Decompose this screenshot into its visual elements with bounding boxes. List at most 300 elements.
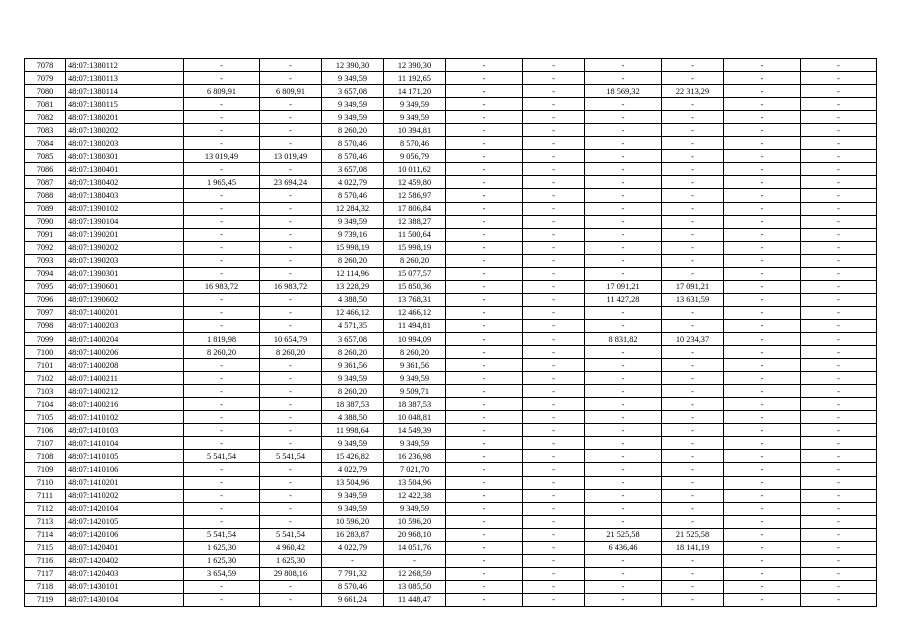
cell-col-9-value: - — [585, 437, 662, 450]
cell-col-12-value: - — [801, 163, 877, 176]
cell-col-5-value: 4 022,79 — [322, 176, 384, 189]
cell-col-11-value: - — [724, 163, 801, 176]
cell-col-10-value: - — [662, 580, 724, 593]
cell-col-5-value: 3 657,08 — [322, 332, 384, 345]
cell-col-10-value: 18 141,19 — [662, 541, 724, 554]
cell-col-3-value: - — [184, 476, 260, 489]
cell-row-number: 7115 — [25, 541, 66, 554]
cell-col-12-value: - — [801, 372, 877, 385]
cell-col-6-value: 11 192,65 — [384, 72, 446, 85]
cell-col-11-value: - — [724, 437, 801, 450]
cell-col-10-value: 10 234,37 — [662, 332, 724, 345]
cell-col-10-value: - — [662, 554, 724, 567]
cell-col-9-value: - — [585, 137, 662, 150]
cell-col-9-value: - — [585, 567, 662, 580]
cell-row-number: 7089 — [25, 202, 66, 215]
cell-col-12-value: - — [801, 241, 877, 254]
cell-col-4-value: 5 541,54 — [260, 528, 322, 541]
table-row — [25, 267, 877, 280]
cell-col-8-value: - — [523, 346, 585, 359]
cell-col-12-value: - — [801, 580, 877, 593]
cell-col-3-value: - — [184, 489, 260, 502]
cell-col-12-value: - — [801, 111, 877, 124]
cell-cadastral-code: 48:07:1420105 — [66, 515, 184, 528]
cell-col-11-value: - — [724, 137, 801, 150]
cell-col-7-value: - — [446, 437, 523, 450]
cell-col-9-value: - — [585, 319, 662, 332]
cell-col-12-value: - — [801, 411, 877, 424]
table-row — [25, 215, 877, 228]
cell-cadastral-code: 48:07:1410104 — [66, 437, 184, 450]
cell-row-number: 7100 — [25, 346, 66, 359]
cell-col-6-value: 9 349,59 — [384, 111, 446, 124]
cell-col-10-value: - — [662, 385, 724, 398]
cell-cadastral-code: 48:07:1430104 — [66, 593, 184, 606]
cell-col-8-value: - — [523, 85, 585, 98]
cell-col-6-value: 13 085,50 — [384, 580, 446, 593]
cell-cadastral-code: 48:07:1390301 — [66, 267, 184, 280]
cell-col-9-value: - — [585, 476, 662, 489]
cell-col-10-value: - — [662, 98, 724, 111]
cell-col-10-value: - — [662, 515, 724, 528]
table-row — [25, 372, 877, 385]
cell-col-6-value: 12 459,80 — [384, 176, 446, 189]
cell-col-3-value: - — [184, 319, 260, 332]
cell-row-number: 7096 — [25, 293, 66, 306]
cell-col-11-value: - — [724, 411, 801, 424]
cell-col-7-value: - — [446, 541, 523, 554]
cell-row-number: 7105 — [25, 411, 66, 424]
cell-col-5-value: 9 349,59 — [322, 437, 384, 450]
cell-col-8-value: - — [523, 280, 585, 293]
cell-col-5-value: 13 504,96 — [322, 476, 384, 489]
cell-col-3-value: - — [184, 228, 260, 241]
cell-row-number: 7101 — [25, 359, 66, 372]
cell-col-4-value: - — [260, 215, 322, 228]
cell-col-6-value: 14 051,76 — [384, 541, 446, 554]
cell-col-5-value: 9 349,59 — [322, 489, 384, 502]
cell-row-number: 7087 — [25, 176, 66, 189]
cell-row-number: 7106 — [25, 424, 66, 437]
cell-col-7-value: - — [446, 450, 523, 463]
cell-col-5-value: 11 998,64 — [322, 424, 384, 437]
cell-col-4-value: 6 809,91 — [260, 85, 322, 98]
cell-row-number: 7109 — [25, 463, 66, 476]
table-row — [25, 463, 877, 476]
cell-col-11-value: - — [724, 72, 801, 85]
cell-col-9-value: - — [585, 515, 662, 528]
cell-col-7-value: - — [446, 515, 523, 528]
cell-col-9-value: - — [585, 593, 662, 606]
cell-cadastral-code: 48:07:1380403 — [66, 189, 184, 202]
cell-col-7-value: - — [446, 137, 523, 150]
cell-col-5-value: 3 657,08 — [322, 163, 384, 176]
table-row — [25, 293, 877, 306]
cell-col-4-value: - — [260, 489, 322, 502]
cell-col-8-value: - — [523, 541, 585, 554]
cell-col-6-value: 9 349,59 — [384, 502, 446, 515]
cell-col-7-value: - — [446, 319, 523, 332]
cell-col-4-value: - — [260, 306, 322, 319]
cell-col-6-value: 13 504,96 — [384, 476, 446, 489]
cell-col-9-value: - — [585, 554, 662, 567]
cell-cadastral-code: 48:07:1390201 — [66, 228, 184, 241]
cell-row-number: 7111 — [25, 489, 66, 502]
cell-col-5-value: 12 390,30 — [322, 59, 384, 72]
cell-col-9-value: - — [585, 98, 662, 111]
cell-col-12-value: - — [801, 385, 877, 398]
cell-col-9-value: - — [585, 163, 662, 176]
cell-col-4-value: - — [260, 241, 322, 254]
cell-col-10-value: - — [662, 241, 724, 254]
cell-col-8-value: - — [523, 241, 585, 254]
table-row — [25, 85, 877, 98]
cell-col-3-value: - — [184, 163, 260, 176]
cell-col-6-value: 12 268,59 — [384, 567, 446, 580]
cell-col-11-value: - — [724, 515, 801, 528]
cell-col-12-value: - — [801, 293, 877, 306]
cell-col-12-value: - — [801, 59, 877, 72]
cell-col-6-value: 9 361,56 — [384, 359, 446, 372]
cell-cadastral-code: 48:07:1400212 — [66, 385, 184, 398]
cell-col-4-value: - — [260, 593, 322, 606]
cell-row-number: 7090 — [25, 215, 66, 228]
cell-col-11-value: - — [724, 476, 801, 489]
cell-col-9-value: - — [585, 463, 662, 476]
cell-col-12-value: - — [801, 398, 877, 411]
cell-col-8-value: - — [523, 567, 585, 580]
table-row — [25, 346, 877, 359]
cell-col-6-value: 11 500,64 — [384, 228, 446, 241]
table-row — [25, 424, 877, 437]
cell-row-number: 7110 — [25, 476, 66, 489]
table-row — [25, 176, 877, 189]
cell-col-5-value: 4 388,50 — [322, 411, 384, 424]
cell-row-number: 7084 — [25, 137, 66, 150]
cell-col-4-value: - — [260, 202, 322, 215]
cell-col-7-value: - — [446, 111, 523, 124]
cell-col-9-value: - — [585, 580, 662, 593]
cell-col-3-value: - — [184, 385, 260, 398]
cell-col-5-value: 8 260,20 — [322, 385, 384, 398]
cell-col-6-value: 18 387,53 — [384, 398, 446, 411]
cell-cadastral-code: 48:07:1390202 — [66, 241, 184, 254]
cell-col-11-value: - — [724, 176, 801, 189]
cell-col-7-value: - — [446, 502, 523, 515]
cell-col-11-value: - — [724, 254, 801, 267]
cell-col-4-value: - — [260, 189, 322, 202]
cell-col-9-value: 17 091,21 — [585, 280, 662, 293]
cell-col-8-value: - — [523, 528, 585, 541]
cell-col-12-value: - — [801, 450, 877, 463]
cell-col-3-value: - — [184, 293, 260, 306]
cell-col-12-value: - — [801, 176, 877, 189]
cell-col-6-value: 15 850,36 — [384, 280, 446, 293]
cell-col-12-value: - — [801, 502, 877, 515]
cell-col-3-value: - — [184, 502, 260, 515]
cell-col-5-value: 9 349,59 — [322, 502, 384, 515]
cell-cadastral-code: 48:07:1380201 — [66, 111, 184, 124]
cell-col-9-value: - — [585, 202, 662, 215]
cell-col-9-value: - — [585, 241, 662, 254]
cell-col-4-value: - — [260, 124, 322, 137]
cell-col-10-value: - — [662, 72, 724, 85]
table-row — [25, 254, 877, 267]
cell-col-8-value: - — [523, 189, 585, 202]
cell-row-number: 7088 — [25, 189, 66, 202]
cell-col-12-value: - — [801, 280, 877, 293]
cell-col-4-value: 29 808,16 — [260, 567, 322, 580]
cell-col-12-value: - — [801, 437, 877, 450]
cell-col-4-value: - — [260, 293, 322, 306]
cell-row-number: 7116 — [25, 554, 66, 567]
table-row — [25, 72, 877, 85]
cell-col-3-value: - — [184, 215, 260, 228]
cell-col-7-value: - — [446, 385, 523, 398]
cell-col-8-value: - — [523, 398, 585, 411]
cell-col-6-value: 8 260,20 — [384, 254, 446, 267]
cell-col-10-value: - — [662, 359, 724, 372]
cell-col-10-value: - — [662, 319, 724, 332]
cell-col-4-value: - — [260, 111, 322, 124]
cell-col-10-value: - — [662, 489, 724, 502]
cell-col-11-value: - — [724, 215, 801, 228]
cell-col-10-value: - — [662, 476, 724, 489]
cell-row-number: 7107 — [25, 437, 66, 450]
cell-col-6-value: 12 422,38 — [384, 489, 446, 502]
cell-cadastral-code: 48:07:1420401 — [66, 541, 184, 554]
cell-col-12-value: - — [801, 85, 877, 98]
cell-col-7-value: - — [446, 398, 523, 411]
table-row — [25, 411, 877, 424]
cell-col-4-value: 13 019,49 — [260, 150, 322, 163]
cell-cadastral-code: 48:07:1400203 — [66, 319, 184, 332]
table-row — [25, 202, 877, 215]
cell-col-12-value: - — [801, 137, 877, 150]
cell-col-5-value: 9 661,24 — [322, 593, 384, 606]
cell-col-5-value: 4 388,50 — [322, 293, 384, 306]
table-row — [25, 59, 877, 72]
cell-col-10-value: - — [662, 346, 724, 359]
cell-col-9-value: - — [585, 411, 662, 424]
cell-col-8-value: - — [523, 124, 585, 137]
cell-row-number: 7099 — [25, 332, 66, 345]
cell-col-10-value: - — [662, 463, 724, 476]
cell-col-3-value: - — [184, 359, 260, 372]
cell-col-12-value: - — [801, 489, 877, 502]
cell-row-number: 7080 — [25, 85, 66, 98]
cell-col-5-value: 18 387,53 — [322, 398, 384, 411]
cell-col-11-value: - — [724, 150, 801, 163]
table-row — [25, 593, 877, 606]
cell-col-5-value: 15 998,19 — [322, 241, 384, 254]
cell-col-7-value: - — [446, 293, 523, 306]
cell-col-7-value: - — [446, 411, 523, 424]
table-row — [25, 306, 877, 319]
cell-col-11-value: - — [724, 489, 801, 502]
cell-col-3-value: - — [184, 124, 260, 137]
cell-col-10-value: 17 091,21 — [662, 280, 724, 293]
cell-col-9-value: - — [585, 489, 662, 502]
cell-col-11-value: - — [724, 228, 801, 241]
cell-cadastral-code: 48:07:1410103 — [66, 424, 184, 437]
cell-col-6-value: 15 998,19 — [384, 241, 446, 254]
cell-col-11-value: - — [724, 319, 801, 332]
cell-col-4-value: - — [260, 515, 322, 528]
cell-row-number: 7081 — [25, 98, 66, 111]
cell-col-10-value: - — [662, 593, 724, 606]
cell-col-10-value: - — [662, 137, 724, 150]
cell-col-5-value: 12 284,32 — [322, 202, 384, 215]
cell-col-9-value: - — [585, 424, 662, 437]
cell-col-3-value: 1 625,30 — [184, 554, 260, 567]
cell-cadastral-code: 48:07:1380112 — [66, 59, 184, 72]
cell-col-7-value: - — [446, 554, 523, 567]
cell-col-6-value: 10 011,62 — [384, 163, 446, 176]
cell-col-12-value: - — [801, 359, 877, 372]
cell-col-12-value: - — [801, 528, 877, 541]
cell-cadastral-code: 48:07:1400216 — [66, 398, 184, 411]
cell-col-3-value: 1 965,45 — [184, 176, 260, 189]
cell-col-11-value: - — [724, 189, 801, 202]
cell-col-9-value: 21 525,58 — [585, 528, 662, 541]
cell-col-6-value: 12 466,12 — [384, 306, 446, 319]
cell-col-10-value: 13 631,59 — [662, 293, 724, 306]
cell-col-4-value: - — [260, 72, 322, 85]
cell-col-3-value: - — [184, 59, 260, 72]
cell-col-3-value: 1 819,98 — [184, 332, 260, 345]
cell-col-12-value: - — [801, 554, 877, 567]
cell-col-9-value: - — [585, 111, 662, 124]
cell-cadastral-code: 48:07:1390203 — [66, 254, 184, 267]
cell-row-number: 7092 — [25, 241, 66, 254]
cell-cadastral-code: 48:07:1400201 — [66, 306, 184, 319]
cell-col-11-value: - — [724, 59, 801, 72]
table-row — [25, 515, 877, 528]
cell-col-4-value: - — [260, 372, 322, 385]
table-row — [25, 228, 877, 241]
cell-col-7-value: - — [446, 424, 523, 437]
cell-col-8-value: - — [523, 228, 585, 241]
cell-col-9-value: - — [585, 59, 662, 72]
cell-col-10-value: - — [662, 202, 724, 215]
cell-col-10-value: - — [662, 502, 724, 515]
cell-col-5-value: 12 114,96 — [322, 267, 384, 280]
cell-col-12-value: - — [801, 463, 877, 476]
cell-cadastral-code: 48:07:1400211 — [66, 372, 184, 385]
cell-col-10-value: - — [662, 215, 724, 228]
cell-col-8-value: - — [523, 437, 585, 450]
cell-col-4-value: 10 654,79 — [260, 332, 322, 345]
cell-col-10-value: - — [662, 450, 724, 463]
cell-col-8-value: - — [523, 332, 585, 345]
cell-col-12-value: - — [801, 593, 877, 606]
cell-col-8-value: - — [523, 502, 585, 515]
cell-col-8-value: - — [523, 554, 585, 567]
cell-col-7-value: - — [446, 280, 523, 293]
cell-col-5-value: 15 426,82 — [322, 450, 384, 463]
cell-col-7-value: - — [446, 332, 523, 345]
cell-col-5-value: 8 260,20 — [322, 346, 384, 359]
cell-col-8-value: - — [523, 593, 585, 606]
cell-col-10-value: - — [662, 189, 724, 202]
cell-row-number: 7118 — [25, 580, 66, 593]
cell-col-3-value: 13 019,49 — [184, 150, 260, 163]
cell-col-9-value: 11 427,28 — [585, 293, 662, 306]
cell-col-8-value: - — [523, 111, 585, 124]
cell-col-8-value: - — [523, 359, 585, 372]
cell-col-9-value: - — [585, 306, 662, 319]
cell-col-5-value: 9 349,59 — [322, 372, 384, 385]
cell-row-number: 7085 — [25, 150, 66, 163]
table-row — [25, 554, 877, 567]
cell-cadastral-code: 48:07:1410201 — [66, 476, 184, 489]
cell-col-12-value: - — [801, 567, 877, 580]
cell-col-3-value: - — [184, 372, 260, 385]
cell-col-5-value: 8 570,46 — [322, 150, 384, 163]
cell-col-8-value: - — [523, 319, 585, 332]
cell-col-3-value: 5 541,54 — [184, 450, 260, 463]
cell-col-10-value: - — [662, 411, 724, 424]
cell-col-8-value: - — [523, 385, 585, 398]
cell-row-number: 7095 — [25, 280, 66, 293]
cell-cadastral-code: 48:07:1410102 — [66, 411, 184, 424]
cell-col-12-value: - — [801, 476, 877, 489]
cell-col-10-value: - — [662, 398, 724, 411]
cell-col-3-value: - — [184, 111, 260, 124]
table-row — [25, 398, 877, 411]
cell-col-6-value: 16 236,98 — [384, 450, 446, 463]
cell-col-6-value: 10 994,09 — [384, 332, 446, 345]
cell-col-11-value: - — [724, 85, 801, 98]
cell-cadastral-code: 48:07:1380114 — [66, 85, 184, 98]
cell-col-5-value: 8 570,46 — [322, 580, 384, 593]
cell-row-number: 7086 — [25, 163, 66, 176]
cell-col-8-value: - — [523, 580, 585, 593]
table-row — [25, 319, 877, 332]
cell-col-7-value: - — [446, 124, 523, 137]
table-row — [25, 332, 877, 345]
table-row — [25, 567, 877, 580]
cell-row-number: 7108 — [25, 450, 66, 463]
cell-col-12-value: - — [801, 189, 877, 202]
cell-col-6-value: 12 388,27 — [384, 215, 446, 228]
cell-col-5-value: 13 228,29 — [322, 280, 384, 293]
cell-col-7-value: - — [446, 72, 523, 85]
cell-col-5-value: 16 283,87 — [322, 528, 384, 541]
cell-col-11-value: - — [724, 398, 801, 411]
cell-col-11-value: - — [724, 463, 801, 476]
cell-col-4-value: - — [260, 319, 322, 332]
table-row — [25, 476, 877, 489]
cell-col-4-value: - — [260, 98, 322, 111]
cell-col-5-value: 9 349,59 — [322, 98, 384, 111]
cell-col-6-value: 10 048,81 — [384, 411, 446, 424]
cell-col-12-value: - — [801, 541, 877, 554]
cell-col-12-value: - — [801, 267, 877, 280]
cell-col-12-value: - — [801, 306, 877, 319]
cell-col-7-value: - — [446, 267, 523, 280]
cell-cadastral-code: 48:07:1410202 — [66, 489, 184, 502]
cell-col-9-value: - — [585, 124, 662, 137]
cell-col-4-value: - — [260, 228, 322, 241]
cell-col-6-value: 9 509,71 — [384, 385, 446, 398]
cell-col-7-value: - — [446, 489, 523, 502]
cell-col-11-value: - — [724, 424, 801, 437]
cell-row-number: 7114 — [25, 528, 66, 541]
cell-col-10-value: - — [662, 150, 724, 163]
cell-col-6-value: 9 349,59 — [384, 437, 446, 450]
